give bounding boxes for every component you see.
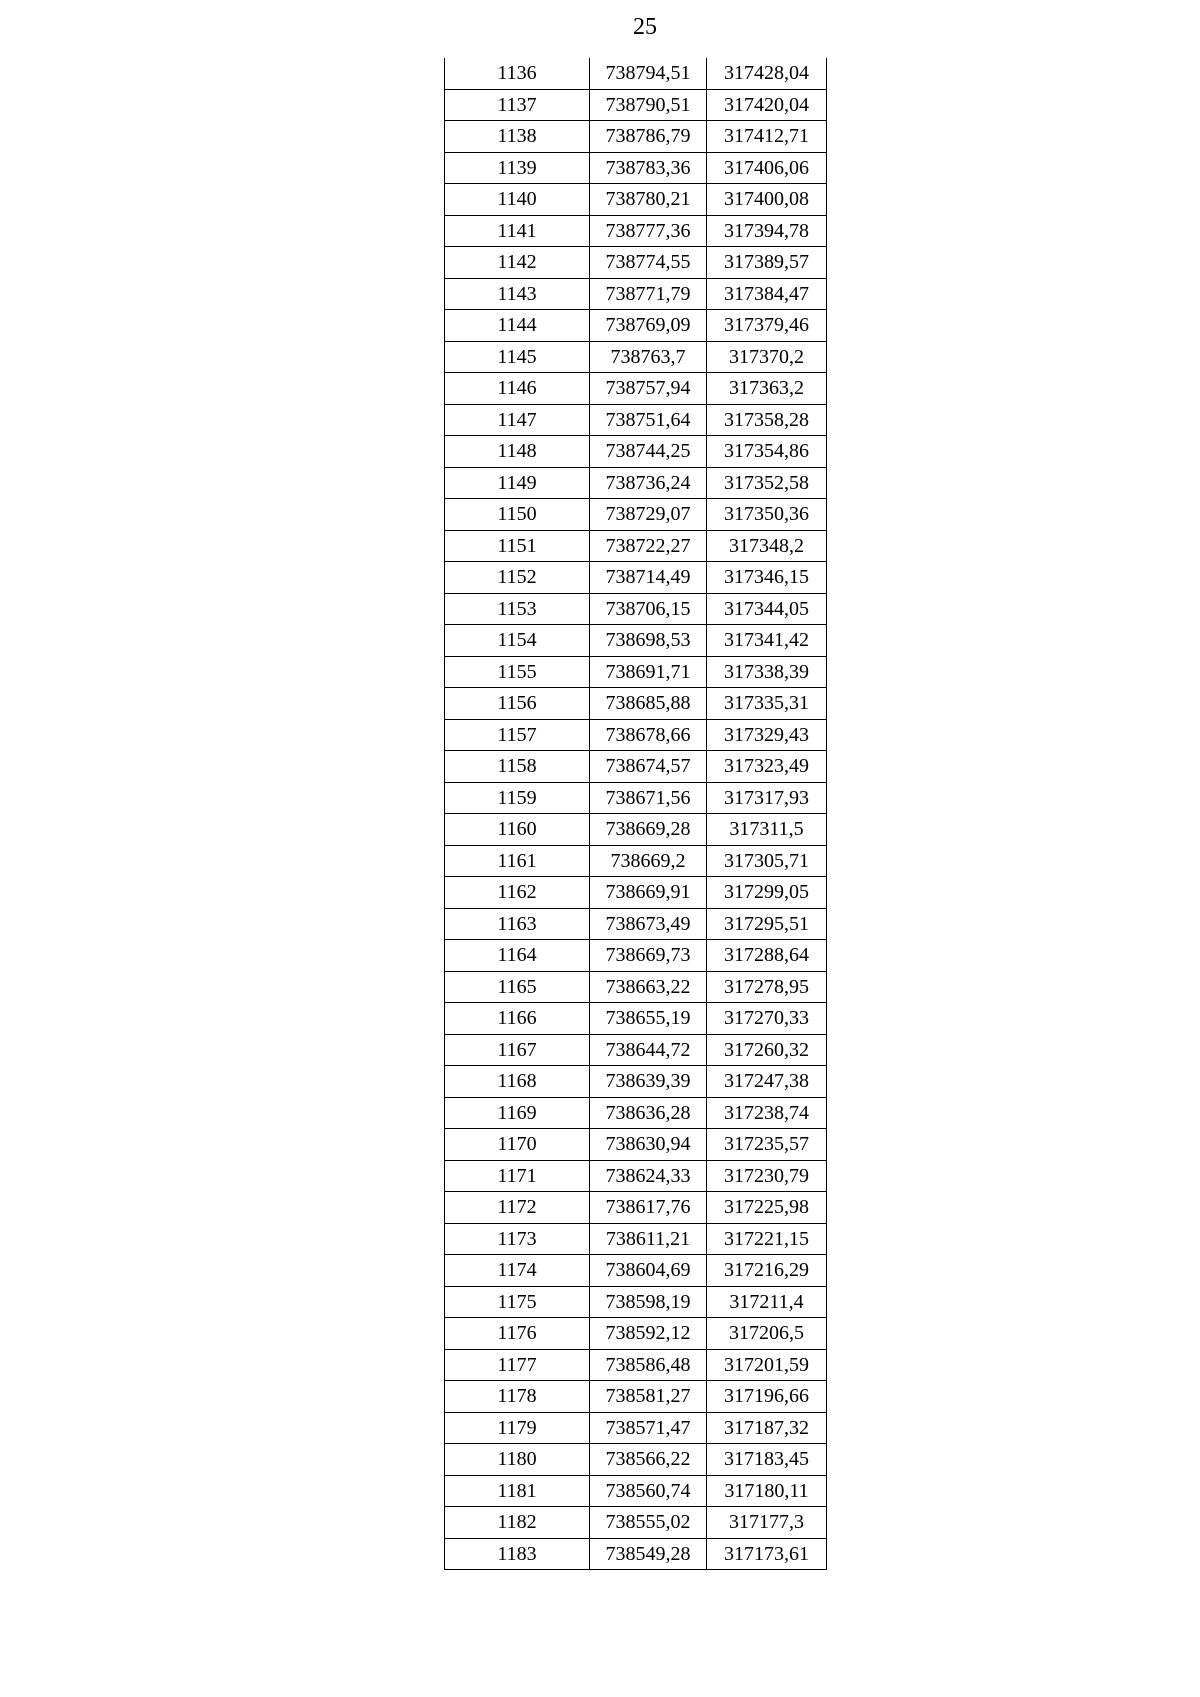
x-coordinate-cell: 738786,79 [590,121,707,153]
point-number-cell: 1143 [445,278,590,310]
table-row [445,940,827,972]
point-number-cell: 1167 [445,1034,590,1066]
y-coordinate-cell: 317183,45 [707,1444,827,1476]
point-number-cell: 1149 [445,467,590,499]
y-coordinate-cell: 317400,08 [707,184,827,216]
table-row [445,58,827,89]
y-coordinate-cell: 317370,2 [707,341,827,373]
point-number-cell: 1147 [445,404,590,436]
table-row [445,751,827,783]
table-row [445,877,827,909]
x-coordinate-cell: 738744,25 [590,436,707,468]
point-number-cell: 1145 [445,341,590,373]
y-coordinate-cell: 317348,2 [707,530,827,562]
x-coordinate-cell: 738611,21 [590,1223,707,1255]
x-coordinate-cell: 738722,27 [590,530,707,562]
y-coordinate-cell: 317338,39 [707,656,827,688]
table-row [445,1538,827,1570]
y-coordinate-cell: 317346,15 [707,562,827,594]
x-coordinate-cell: 738581,27 [590,1381,707,1413]
point-number-cell: 1169 [445,1097,590,1129]
y-coordinate-cell: 317358,28 [707,404,827,436]
table-row [445,625,827,657]
table-row [445,1412,827,1444]
x-coordinate-cell: 738706,15 [590,593,707,625]
y-coordinate-cell: 317225,98 [707,1192,827,1224]
point-number-cell: 1168 [445,1066,590,1098]
y-coordinate-cell: 317173,61 [707,1538,827,1570]
table-row [445,89,827,121]
x-coordinate-cell: 738790,51 [590,89,707,121]
x-coordinate-cell: 738669,28 [590,814,707,846]
y-coordinate-cell: 317350,36 [707,499,827,531]
x-coordinate-cell: 738624,33 [590,1160,707,1192]
point-number-cell: 1180 [445,1444,590,1476]
point-number-cell: 1161 [445,845,590,877]
table-row [445,1444,827,1476]
y-coordinate-cell: 317406,06 [707,152,827,184]
y-coordinate-cell: 317177,3 [707,1507,827,1539]
x-coordinate-cell: 738671,56 [590,782,707,814]
y-coordinate-cell: 317384,47 [707,278,827,310]
y-coordinate-cell: 317211,4 [707,1286,827,1318]
x-coordinate-cell: 738617,76 [590,1192,707,1224]
y-coordinate-cell: 317428,04 [707,58,827,89]
y-coordinate-cell: 317394,78 [707,215,827,247]
x-coordinate-cell: 738598,19 [590,1286,707,1318]
point-number-cell: 1159 [445,782,590,814]
point-number-cell: 1165 [445,971,590,1003]
table-row [445,278,827,310]
table-row [445,562,827,594]
y-coordinate-cell: 317299,05 [707,877,827,909]
x-coordinate-cell: 738555,02 [590,1507,707,1539]
point-number-cell: 1166 [445,1003,590,1035]
y-coordinate-cell: 317230,79 [707,1160,827,1192]
point-number-cell: 1163 [445,908,590,940]
point-number-cell: 1155 [445,656,590,688]
table-row [445,467,827,499]
table-row [445,184,827,216]
x-coordinate-cell: 738780,21 [590,184,707,216]
table-row [445,1160,827,1192]
x-coordinate-cell: 738566,22 [590,1444,707,1476]
point-number-cell: 1183 [445,1538,590,1570]
table-row [445,404,827,436]
table-row [445,656,827,688]
y-coordinate-cell: 317206,5 [707,1318,827,1350]
point-number-cell: 1164 [445,940,590,972]
x-coordinate-cell: 738736,24 [590,467,707,499]
table-row [445,908,827,940]
table-row [445,845,827,877]
table-row [445,971,827,1003]
table-row [445,1223,827,1255]
table-row [445,1381,827,1413]
table-row [445,1507,827,1539]
point-number-cell: 1177 [445,1349,590,1381]
point-number-cell: 1141 [445,215,590,247]
table-row [445,1192,827,1224]
y-coordinate-cell: 317354,86 [707,436,827,468]
y-coordinate-cell: 317235,57 [707,1129,827,1161]
x-coordinate-cell: 738669,91 [590,877,707,909]
table-row [445,310,827,342]
point-number-cell: 1174 [445,1255,590,1287]
point-number-cell: 1160 [445,814,590,846]
table-row [445,1003,827,1035]
point-number-cell: 1156 [445,688,590,720]
table-row [445,341,827,373]
y-coordinate-cell: 317379,46 [707,310,827,342]
y-coordinate-cell: 317389,57 [707,247,827,279]
point-number-cell: 1175 [445,1286,590,1318]
x-coordinate-cell: 738678,66 [590,719,707,751]
table-row [445,1475,827,1507]
table-row [445,1286,827,1318]
x-coordinate-cell: 738549,28 [590,1538,707,1570]
x-coordinate-cell: 738644,72 [590,1034,707,1066]
point-number-cell: 1182 [445,1507,590,1539]
point-number-cell: 1158 [445,751,590,783]
x-coordinate-cell: 738604,69 [590,1255,707,1287]
y-coordinate-cell: 317196,66 [707,1381,827,1413]
point-number-cell: 1138 [445,121,590,153]
x-coordinate-cell: 738592,12 [590,1318,707,1350]
table-row [445,688,827,720]
x-coordinate-cell: 738669,73 [590,940,707,972]
y-coordinate-cell: 317420,04 [707,89,827,121]
table-row [445,530,827,562]
y-coordinate-cell: 317344,05 [707,593,827,625]
point-number-cell: 1136 [445,58,590,89]
x-coordinate-cell: 738639,39 [590,1066,707,1098]
x-coordinate-cell: 738560,74 [590,1475,707,1507]
y-coordinate-cell: 317329,43 [707,719,827,751]
y-coordinate-cell: 317341,42 [707,625,827,657]
table-row [445,814,827,846]
point-number-cell: 1137 [445,89,590,121]
coordinates-table-body [445,58,827,1570]
y-coordinate-cell: 317288,64 [707,940,827,972]
point-number-cell: 1144 [445,310,590,342]
coordinates-table [444,58,827,1570]
table-row [445,1066,827,1098]
y-coordinate-cell: 317216,29 [707,1255,827,1287]
x-coordinate-cell: 738685,88 [590,688,707,720]
x-coordinate-cell: 738655,19 [590,1003,707,1035]
table-row [445,1318,827,1350]
point-number-cell: 1142 [445,247,590,279]
x-coordinate-cell: 738757,94 [590,373,707,405]
point-number-cell: 1152 [445,562,590,594]
y-coordinate-cell: 317201,59 [707,1349,827,1381]
y-coordinate-cell: 317317,93 [707,782,827,814]
point-number-cell: 1146 [445,373,590,405]
table-row [445,1349,827,1381]
y-coordinate-cell: 317187,32 [707,1412,827,1444]
y-coordinate-cell: 317305,71 [707,845,827,877]
point-number-cell: 1178 [445,1381,590,1413]
y-coordinate-cell: 317335,31 [707,688,827,720]
point-number-cell: 1154 [445,625,590,657]
x-coordinate-cell: 738751,64 [590,404,707,436]
table-row [445,152,827,184]
x-coordinate-cell: 738630,94 [590,1129,707,1161]
table-row [445,1129,827,1161]
point-number-cell: 1172 [445,1192,590,1224]
table-row [445,436,827,468]
y-coordinate-cell: 317278,95 [707,971,827,1003]
y-coordinate-cell: 317363,2 [707,373,827,405]
y-coordinate-cell: 317270,33 [707,1003,827,1035]
y-coordinate-cell: 317238,74 [707,1097,827,1129]
table-row [445,1097,827,1129]
x-coordinate-cell: 738691,71 [590,656,707,688]
table-row [445,719,827,751]
y-coordinate-cell: 317412,71 [707,121,827,153]
x-coordinate-cell: 738783,36 [590,152,707,184]
point-number-cell: 1150 [445,499,590,531]
point-number-cell: 1176 [445,1318,590,1350]
table-row [445,121,827,153]
y-coordinate-cell: 317180,11 [707,1475,827,1507]
x-coordinate-cell: 738794,51 [590,58,707,89]
x-coordinate-cell: 738698,53 [590,625,707,657]
x-coordinate-cell: 738636,28 [590,1097,707,1129]
y-coordinate-cell: 317352,58 [707,467,827,499]
point-number-cell: 1157 [445,719,590,751]
point-number-cell: 1139 [445,152,590,184]
point-number-cell: 1151 [445,530,590,562]
table-row [445,782,827,814]
x-coordinate-cell: 738774,55 [590,247,707,279]
table-row [445,373,827,405]
x-coordinate-cell: 738769,09 [590,310,707,342]
y-coordinate-cell: 317295,51 [707,908,827,940]
point-number-cell: 1148 [445,436,590,468]
point-number-cell: 1179 [445,1412,590,1444]
point-number-cell: 1181 [445,1475,590,1507]
page-number: 25 [633,14,657,40]
point-number-cell: 1153 [445,593,590,625]
x-coordinate-cell: 738714,49 [590,562,707,594]
table-row [445,215,827,247]
point-number-cell: 1140 [445,184,590,216]
table-row [445,593,827,625]
point-number-cell: 1170 [445,1129,590,1161]
x-coordinate-cell: 738729,07 [590,499,707,531]
x-coordinate-cell: 738771,79 [590,278,707,310]
x-coordinate-cell: 738571,47 [590,1412,707,1444]
x-coordinate-cell: 738586,48 [590,1349,707,1381]
table-row [445,1255,827,1287]
table-row [445,247,827,279]
x-coordinate-cell: 738674,57 [590,751,707,783]
y-coordinate-cell: 317311,5 [707,814,827,846]
x-coordinate-cell: 738669,2 [590,845,707,877]
x-coordinate-cell: 738777,36 [590,215,707,247]
y-coordinate-cell: 317221,15 [707,1223,827,1255]
table-row [445,1034,827,1066]
point-number-cell: 1162 [445,877,590,909]
y-coordinate-cell: 317323,49 [707,751,827,783]
x-coordinate-cell: 738763,7 [590,341,707,373]
table-row [445,499,827,531]
point-number-cell: 1173 [445,1223,590,1255]
point-number-cell: 1171 [445,1160,590,1192]
x-coordinate-cell: 738673,49 [590,908,707,940]
y-coordinate-cell: 317260,32 [707,1034,827,1066]
y-coordinate-cell: 317247,38 [707,1066,827,1098]
x-coordinate-cell: 738663,22 [590,971,707,1003]
